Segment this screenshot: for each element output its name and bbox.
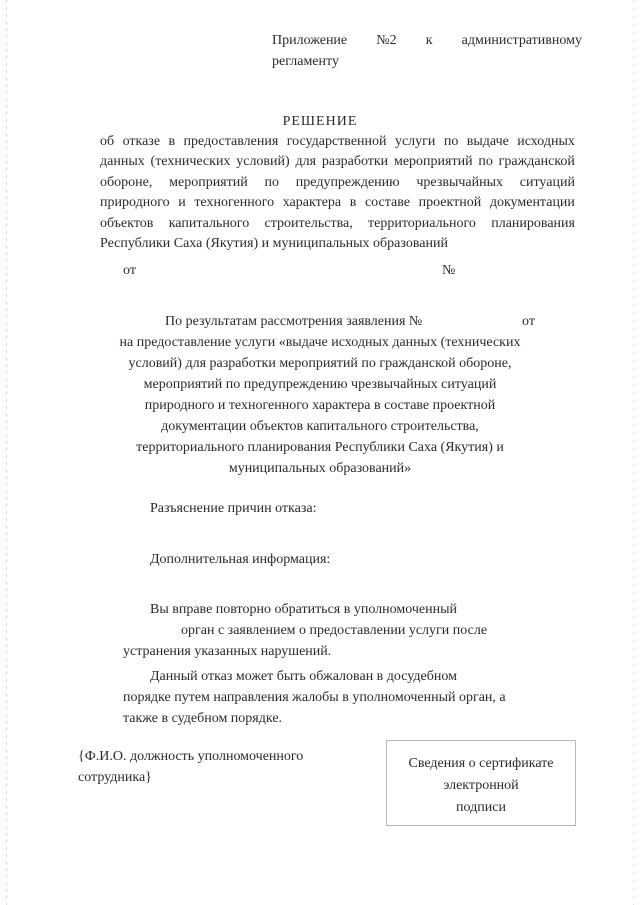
result-lead: По результатам рассмотрения заявления № xyxy=(165,314,423,329)
certificate-line: электронной xyxy=(443,778,519,793)
subject-word: территориального xyxy=(368,215,476,231)
subject-word: обороне, xyxy=(100,174,153,190)
subject-line xyxy=(100,132,575,152)
signatory-block xyxy=(78,746,303,788)
subject-word: составе xyxy=(364,195,410,211)
document-title: РЕШЕНИЕ xyxy=(282,114,358,129)
result-line: условий) для разработки мероприятий по гражданской обороне, xyxy=(128,356,512,371)
subject-word: данных xyxy=(100,154,145,170)
appeal-line: Данный отказ может быть обжалован в досудебном xyxy=(150,669,457,684)
reapply-line: Вы вправе повторно обратиться в уполномоченный xyxy=(150,602,457,617)
appeal-line: также в судебном порядке. xyxy=(123,711,283,726)
subject-word: чрезвычайных xyxy=(416,174,504,190)
scan-edge-right xyxy=(633,0,634,905)
annex-line-2: регламенту xyxy=(272,54,339,69)
result-lead-from: от xyxy=(522,314,535,329)
subject-word: в xyxy=(349,195,357,211)
subject-word: (технических xyxy=(150,154,231,170)
subject-line xyxy=(100,193,575,213)
annex-word: Приложение xyxy=(272,33,348,48)
subject-word: государственной xyxy=(286,134,387,149)
annex-word: №2 xyxy=(376,33,397,48)
subject-line xyxy=(100,214,575,234)
signatory-line: сотрудника} xyxy=(78,770,152,785)
subject-word: планирования xyxy=(491,215,575,231)
subject-word: по xyxy=(264,174,280,190)
date-label: от xyxy=(123,263,136,278)
subject-word: предупреждению xyxy=(295,174,400,190)
subject-word: строительства, xyxy=(264,215,353,231)
subject-word: для xyxy=(295,154,317,170)
subject-word: услуги xyxy=(394,134,436,149)
decision-subject xyxy=(100,132,575,254)
subject-word: отказе xyxy=(122,134,161,149)
scan-edge-left xyxy=(6,0,7,905)
subject-line xyxy=(100,173,575,193)
subject-word: гражданской xyxy=(498,154,575,170)
subject-word: об xyxy=(100,134,115,149)
subject-word: объектов xyxy=(100,215,154,231)
result-line: документации объектов капитального строительства, xyxy=(161,419,479,434)
result-line: на предоставление услуги «выдаче исходных данных (технических xyxy=(119,335,521,350)
appeal-line: порядке путем направления жалобы в уполномоченный орган, а xyxy=(123,690,506,705)
subject-word: разработки xyxy=(321,154,389,170)
refusal-reasons-label: Разъяснение причин отказа: xyxy=(150,501,317,516)
subject-word: природного xyxy=(100,195,170,211)
reapply-line: орган с заявлением о предоставлении услуги после xyxy=(181,623,488,638)
subject-line: Республики Саха (Якутия) и муниципальных образований xyxy=(100,236,448,252)
result-line: природного и техногенного характера в составе проектной xyxy=(144,398,496,413)
result-line: муниципальных образований» xyxy=(228,461,412,476)
subject-word: техногенного xyxy=(194,195,275,211)
subject-word: ситуаций xyxy=(519,174,575,190)
subject-word: исходных xyxy=(517,134,575,149)
subject-word: по xyxy=(443,134,459,149)
certificate-line: Сведения о сертификате xyxy=(408,756,554,771)
subject-word: документации xyxy=(489,195,575,211)
subject-word: капитального xyxy=(168,215,250,231)
subject-word: условий) xyxy=(236,154,290,170)
subject-word: по xyxy=(478,154,493,170)
subject-line xyxy=(100,152,575,172)
subject-word: в xyxy=(168,134,176,149)
annex-header xyxy=(272,30,582,72)
subject-word: и xyxy=(178,195,186,211)
reapply-line: устранения указанных нарушений. xyxy=(123,644,332,659)
annex-word: административному xyxy=(461,33,582,48)
annex-line-1 xyxy=(272,30,582,51)
signatory-line: {Ф.И.О. должность уполномоченного xyxy=(78,749,304,764)
subject-word: мероприятий xyxy=(393,154,473,170)
subject-word: предоставления xyxy=(183,134,279,149)
result-line: мероприятий по предупреждению чрезвычайных ситуаций xyxy=(143,377,497,392)
result-paragraph xyxy=(95,332,545,479)
subject-word: характера xyxy=(282,195,342,211)
additional-info-label: Дополнительная информация: xyxy=(150,552,331,567)
certificate-line: подписи xyxy=(456,800,506,815)
subject-word: мероприятий xyxy=(169,174,248,190)
subject-word: проектной xyxy=(418,195,482,211)
signature-certificate-box xyxy=(386,740,576,826)
result-line: территориального планирования Республики Саха (Якутия) и xyxy=(136,440,504,455)
subject-word: выдаче xyxy=(466,134,509,149)
number-label: № xyxy=(442,263,456,278)
annex-word: к xyxy=(425,33,433,48)
